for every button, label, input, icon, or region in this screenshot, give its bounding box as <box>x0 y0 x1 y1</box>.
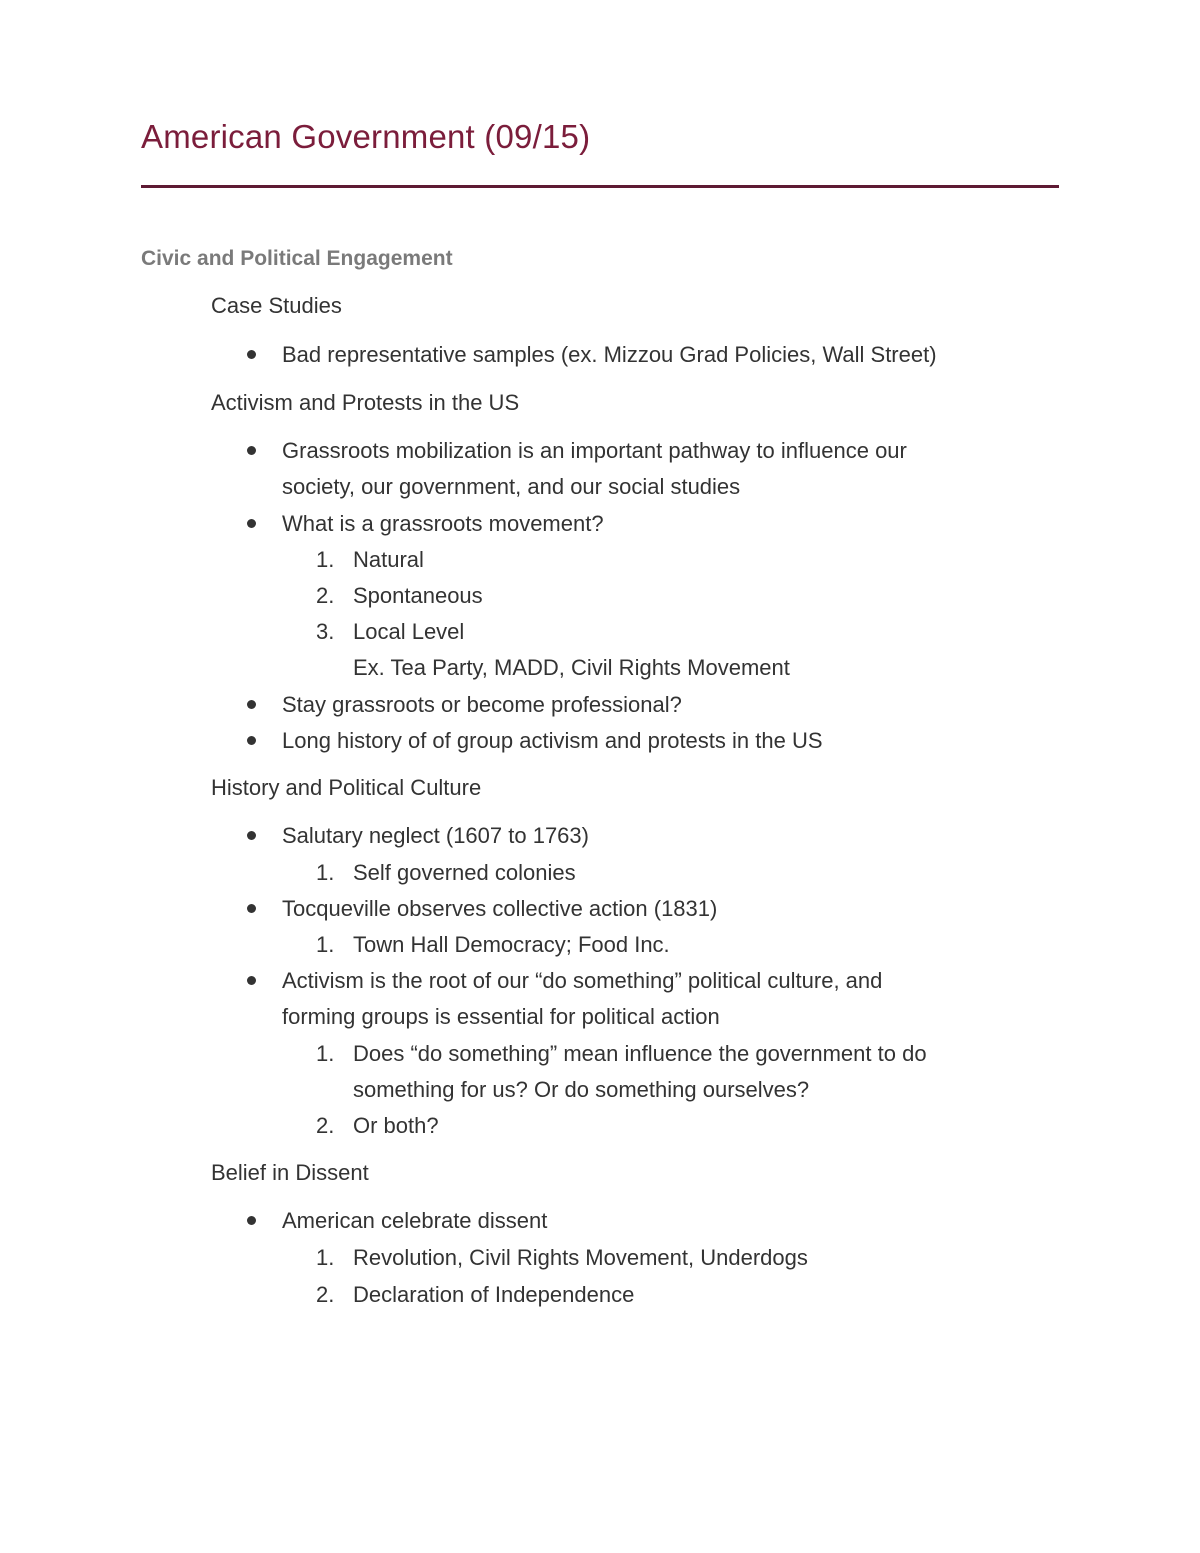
subsection-heading-activism: Activism and Protests in the US <box>211 390 520 415</box>
bullet-dot <box>247 904 256 913</box>
list-item: Bad representative samples (ex. Mizzou Grad Policies, Wall Street) <box>282 342 937 367</box>
list-number: 1. <box>316 932 335 957</box>
list-item: Natural <box>353 547 424 572</box>
list-number: 2. <box>316 1113 335 1138</box>
list-item: Grassroots mobilization is an important pathway to influence our <box>282 438 907 463</box>
list-item: What is a grassroots movement? <box>282 511 604 536</box>
section-heading: Civic and Political Engagement <box>141 247 453 270</box>
bullet-dot <box>247 446 256 455</box>
list-number: 2. <box>316 583 335 608</box>
list-item-continuation: Ex. Tea Party, MADD, Civil Rights Movement <box>353 655 790 680</box>
bullet-dot <box>247 350 256 359</box>
subsection-heading-case-studies: Case Studies <box>211 293 342 318</box>
list-item: Local Level <box>353 619 465 644</box>
list-item: Or both? <box>353 1113 439 1138</box>
list-item: Town Hall Democracy; Food Inc. <box>353 932 670 957</box>
list-item: Activism is the root of our “do something” political culture, and <box>282 968 883 993</box>
bullet-dot <box>247 736 256 745</box>
list-number: 1. <box>316 860 335 885</box>
list-number: 2. <box>316 1282 335 1307</box>
list-item-continuation: something for us? Or do something ourselves? <box>353 1077 810 1102</box>
document-title: American Government (09/15) <box>141 118 591 155</box>
list-item-continuation: society, our government, and our social studies <box>282 474 741 499</box>
list-item: Does “do something” mean influence the government to do <box>353 1041 927 1066</box>
subsection-heading-history: History and Political Culture <box>211 775 482 800</box>
bullet-dot <box>247 1216 256 1225</box>
subsection-heading-dissent: Belief in Dissent <box>211 1160 369 1185</box>
bullet-dot <box>247 976 256 985</box>
list-item: Spontaneous <box>353 583 483 608</box>
bullet-dot <box>247 831 256 840</box>
list-number: 1. <box>316 547 335 572</box>
list-item: American celebrate dissent <box>282 1208 548 1233</box>
list-number: 3. <box>316 619 335 644</box>
list-item: Salutary neglect (1607 to 1763) <box>282 823 589 848</box>
list-item-continuation: forming groups is essential for political action <box>282 1004 720 1029</box>
title-rule <box>141 185 1059 188</box>
list-number: 1. <box>316 1245 335 1270</box>
list-item: Self governed colonies <box>353 860 576 885</box>
list-item: Long history of of group activism and protests in the US <box>282 728 823 753</box>
list-number: 1. <box>316 1041 335 1066</box>
list-item: Declaration of Independence <box>353 1282 635 1307</box>
bullet-dot <box>247 519 256 528</box>
list-item: Stay grassroots or become professional? <box>282 692 682 717</box>
bullet-dot <box>247 700 256 709</box>
list-item: Revolution, Civil Rights Movement, Underdogs <box>353 1245 808 1270</box>
list-item: Tocqueville observes collective action (1831) <box>282 896 718 921</box>
